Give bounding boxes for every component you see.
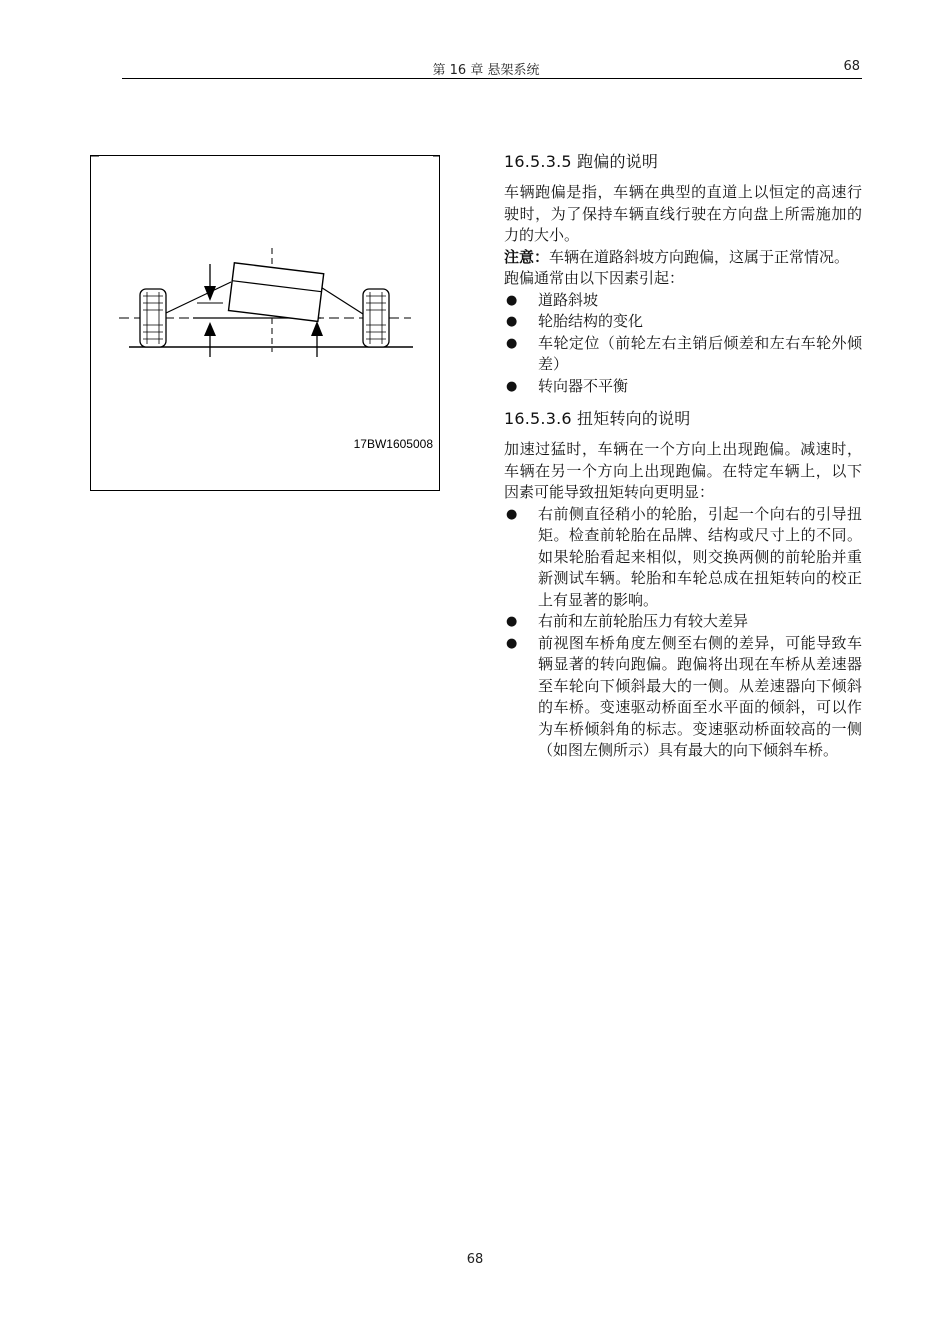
header-divider bbox=[122, 78, 862, 79]
footer-page-number: 68 bbox=[466, 1252, 484, 1267]
bullet-icon: ● bbox=[506, 614, 518, 629]
bullet-icon: ● bbox=[506, 635, 518, 651]
causes-list bbox=[504, 290, 862, 398]
note-paragraph bbox=[504, 247, 862, 269]
list-item: ● 道路斜坡 bbox=[504, 290, 862, 312]
figure-code: 17BW1605008 bbox=[353, 437, 433, 451]
list-item: ● 右前和左前轮胎压力有较大差异 bbox=[504, 611, 862, 633]
section-heading-pull: 16.5.3.5 跑偏的说明 bbox=[504, 152, 659, 171]
main-text-column bbox=[504, 150, 862, 762]
axle-tilt-figure bbox=[90, 155, 440, 491]
list-item: ● 车轮定位（前轮左右主销后倾差和左右车轮外倾差） bbox=[506, 333, 862, 373]
running-header-page-number: 68 bbox=[843, 59, 860, 74]
causes-intro: 跑偏通常由以下因素引起： bbox=[504, 269, 685, 287]
pull-definition: 车辆跑偏是指，车辆在典型的直道上以恒定的高速行驶时，为了保持车辆直线行驶在方向盘上所需施加的力的大小。 bbox=[504, 183, 862, 244]
bullet-icon: ● bbox=[506, 314, 518, 329]
note-label: 注意： bbox=[504, 247, 550, 266]
list-item: ● 前视图车桥角度左侧至右侧的差异，可能导致车辆显著的转向跑偏。跑偏将出现在车桥从差速器至车轮向下倾斜最大的一侧。从差速器向下倾斜的车桥。变速驱动桥面至水平面的倾斜，可以作为车桥倾斜角的标志。变速驱动桥面较高的一侧（如图左侧所示）具有最大的向下倾斜车桥。 bbox=[506, 633, 862, 759]
bullet-icon: ● bbox=[506, 335, 518, 351]
list-item: ● 轮胎结构的变化 bbox=[504, 311, 862, 333]
bullet-icon: ● bbox=[506, 506, 518, 522]
bullet-icon: ● bbox=[506, 292, 518, 308]
note-text: 车辆在道路斜坡方向跑偏，这属于正常情况。 bbox=[549, 247, 850, 266]
running-header-title: 第 16 章 悬架系统 bbox=[432, 63, 540, 78]
list-item: ● 转向器不平衡 bbox=[504, 376, 862, 398]
torque-steer-intro: 加速过猛时，车辆在一个方向上出现跑偏。减速时，车辆在另一个方向上出现跑偏。在特定车辆上，以下因素可能导致扭矩转向更明显： bbox=[504, 440, 862, 501]
section-heading-torque-steer: 16.5.3.6 扭矩转向的说明 bbox=[504, 409, 691, 428]
bullet-icon: ● bbox=[506, 378, 518, 394]
torque-steer-list bbox=[504, 504, 862, 762]
list-item: ● 右前侧直径稍小的轮胎，引起一个向右的引导扭矩。检查前轮胎在品牌、结构或尺寸上的不同。如果轮胎看起来相似，则交换两侧的前轮胎并重新测试车辆。轮胎和车轮总成在扭矩转向的校正上有显著的影响。 bbox=[506, 504, 862, 609]
